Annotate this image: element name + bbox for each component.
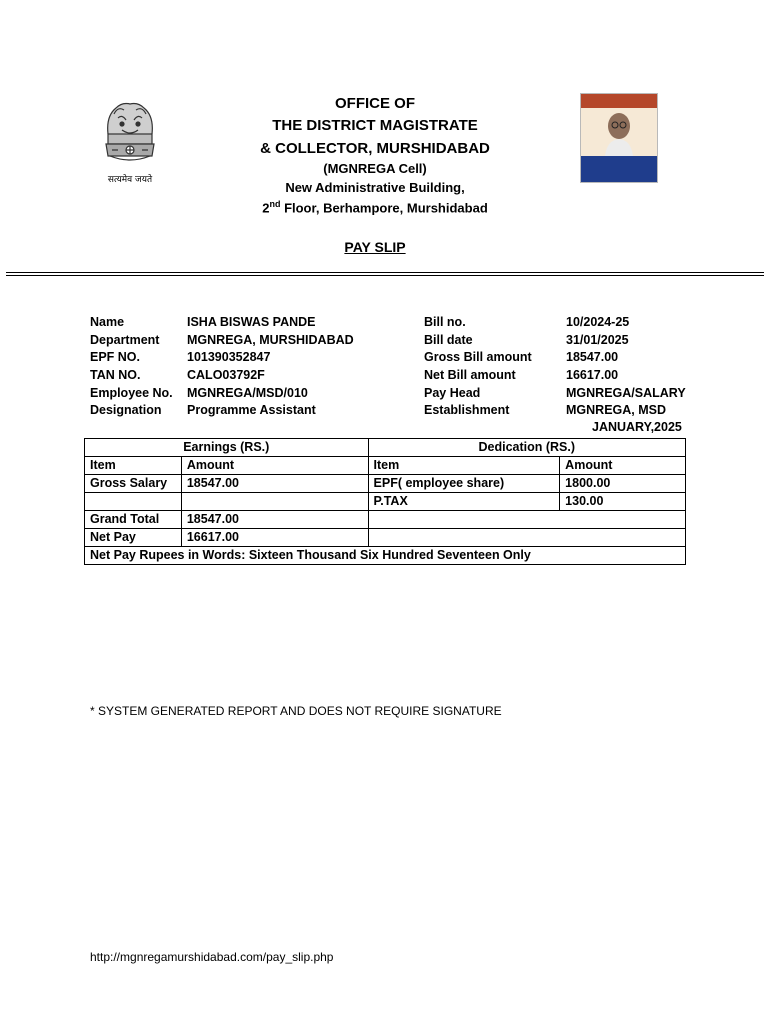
deduction-amount-col: Amount — [560, 457, 686, 475]
table-row — [85, 493, 686, 511]
table-row — [85, 439, 686, 457]
earnings-header: Earnings (RS.) — [85, 439, 369, 457]
deduction-amount: 1800.00 — [560, 475, 686, 493]
epf-label: EPF NO. — [90, 350, 141, 364]
gandhi-portrait-icon — [599, 108, 639, 156]
table-row — [85, 457, 686, 475]
pay-slip-title: PAY SLIP — [344, 239, 406, 255]
grand-total-label: Grand Total — [85, 511, 182, 529]
table-row — [85, 475, 686, 493]
bill-date-label: Bill date — [424, 333, 473, 347]
bill-no-label: Bill no. — [424, 315, 466, 329]
page-title — [180, 239, 570, 255]
net-pay-in-words: Net Pay Rupees in Words: Sixteen Thousand Six Hundred Seventeen Only — [85, 547, 686, 565]
tan-value: CALO03792F — [187, 368, 265, 382]
table-row — [85, 547, 686, 565]
office-of-heading: OFFICE OF — [335, 95, 415, 112]
floor-rest: Floor, Berhampore, Murshidabad — [280, 200, 488, 216]
gross-bill-value: 18547.00 — [566, 350, 619, 364]
floor-number: 2 — [262, 200, 270, 216]
mgnrega-logo — [580, 93, 658, 183]
cell-subheading: (MGNREGA Cell) — [323, 161, 427, 176]
building-address: New Administrative Building, — [285, 180, 465, 195]
earnings-item-col: Item — [85, 457, 182, 475]
empty-cell — [181, 493, 368, 511]
emblem-motto: सत्यमेव जयते — [107, 175, 153, 185]
district-magistrate-heading: THE DISTRICT MAGISTRATE — [272, 117, 478, 134]
earning-item: Gross Salary — [85, 475, 182, 493]
department-value: MGNREGA, MURSHIDABAD — [187, 333, 354, 347]
employee-no-label: Employee No. — [90, 386, 173, 400]
deduction-item-col: Item — [368, 457, 560, 475]
system-generated-note: * SYSTEM GENERATED REPORT AND DOES NOT REQUIRE SIGNATURE — [90, 704, 502, 718]
bill-no-value: 10/2024-25 — [566, 315, 630, 329]
net-bill-value: 16617.00 — [566, 368, 619, 382]
empty-cell — [368, 529, 685, 547]
department-label: Department — [90, 333, 160, 347]
designation-value: Programme Assistant — [187, 403, 316, 417]
empty-cell — [368, 511, 685, 529]
divider-line — [6, 272, 764, 273]
logo-bottom-band — [581, 156, 657, 182]
bill-date-value: 31/01/2025 — [566, 333, 629, 347]
deduction-amount: 130.00 — [560, 493, 686, 511]
pay-head-value: MGNREGA/SALARY — [566, 386, 686, 400]
net-pay-label: Net Pay — [85, 529, 182, 547]
earnings-amount-col: Amount — [181, 457, 368, 475]
deduction-item: P.TAX — [368, 493, 560, 511]
tan-label: TAN NO. — [90, 368, 141, 382]
divider-line — [6, 275, 764, 276]
deduction-header: Dedication (RS.) — [368, 439, 685, 457]
net-bill-label: Net Bill amount — [424, 368, 516, 382]
table-row — [85, 529, 686, 547]
designation-label: Designation — [90, 403, 162, 417]
floor-suffix: nd — [269, 199, 281, 209]
establishment-label: Establishment — [424, 403, 510, 417]
establishment-value: MGNREGA, MSD — [566, 403, 666, 417]
pay-head-label: Pay Head — [424, 386, 481, 400]
earning-amount: 18547.00 — [181, 475, 368, 493]
name-value: ISHA BISWAS PANDE — [187, 315, 316, 329]
floor-address — [180, 199, 570, 215]
grand-total-value: 18547.00 — [181, 511, 368, 529]
employee-no-value: MGNREGA/MSD/010 — [187, 386, 308, 400]
collector-heading: & COLLECTOR, MURSHIDABAD — [260, 140, 490, 157]
page-url: http://mgnregamurshidabad.com/pay_slip.php — [90, 950, 334, 964]
gross-bill-label: Gross Bill amount — [424, 350, 532, 364]
net-pay-value: 16617.00 — [181, 529, 368, 547]
name-label: Name — [90, 315, 125, 329]
pay-month: JANUARY,2025 — [592, 420, 682, 434]
table-row — [85, 511, 686, 529]
deduction-item: EPF( employee share) — [368, 475, 560, 493]
logo-top-band — [581, 94, 657, 108]
epf-value: 101390352847 — [187, 350, 271, 364]
pay-table — [84, 438, 686, 565]
empty-cell — [85, 493, 182, 511]
